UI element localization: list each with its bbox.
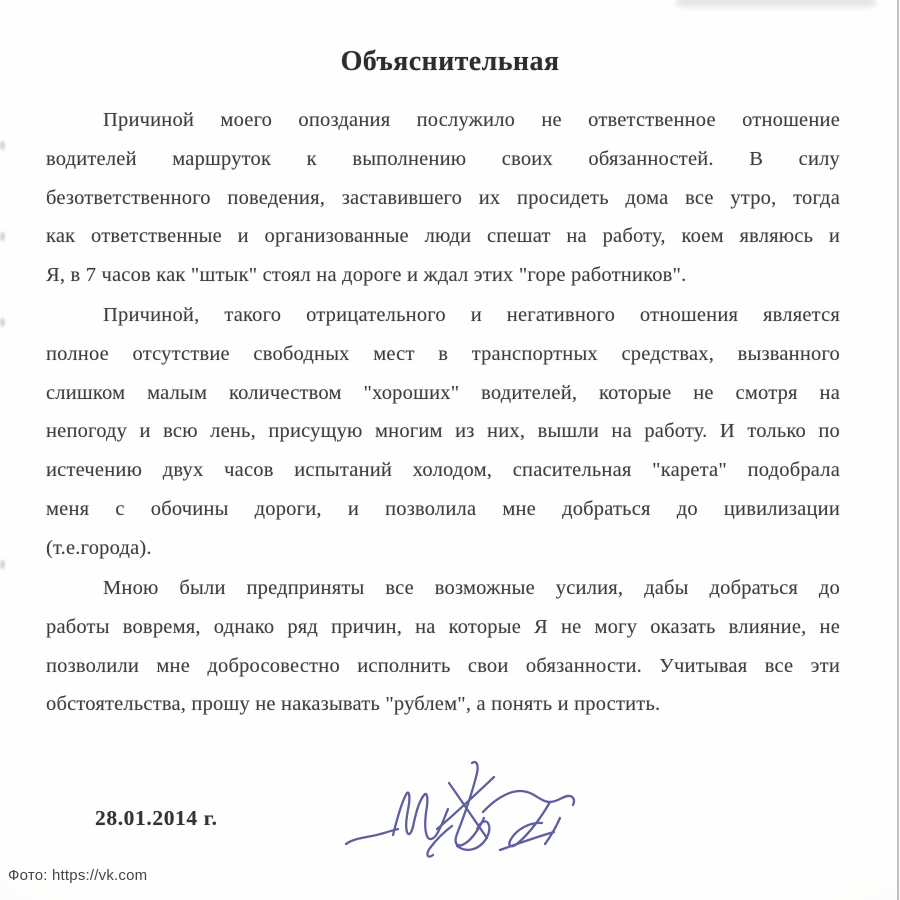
document-title: Объяснительная (340, 46, 560, 77)
text-line: непогоду и всю лень, присущую многим из них, вышли на работу. И только по (46, 420, 840, 443)
text-line: Я, в 7 часов как "штык" стоял на дороге и ждал этих "горе работников". (46, 264, 687, 287)
text-line: безответственного поведения, заставившего их просидеть дома все утро, тогда (46, 186, 840, 209)
scan-speck (0, 232, 5, 241)
text-line: позволили мне добросовестно исполнить свои обязанности. Учитывая все эти (46, 654, 840, 677)
text-line: Мною были предприняты все возможные усилия, дабы добраться до (103, 577, 840, 599)
paragraph-3 (46, 569, 840, 724)
handwritten-signature-icon (340, 752, 596, 878)
date-label: 28.01.2014 г. (95, 806, 218, 830)
text-line: водителей маршруток к выполнению своих обязанностей. В силу (46, 147, 840, 170)
paragraph-2 (46, 296, 840, 568)
text-line: (т.е.города). (46, 536, 152, 559)
text-line: обстоятельства, прошу не наказывать "рублем", а понять и простить. (46, 693, 661, 716)
text-line: слишком малым количеством "хороших" водителей, которые не смотря на (46, 381, 840, 404)
paragraph-1 (46, 101, 840, 295)
scan-speck (0, 560, 5, 569)
scan-artifact-smudge (676, 0, 876, 7)
text-line: работы вовремя, однако ряд причин, на которые Я не могу оказать влияние, не (46, 615, 840, 638)
text-line: как ответственные и организованные люди спешат на работу, коем являюсь и (46, 225, 840, 248)
text-line: полное отсутствие свободных мест в транспортных средствах, вызванного (46, 342, 840, 365)
photo-credit: Фото: https://vk.com (8, 867, 148, 884)
scan-edge-line (897, 0, 899, 900)
scan-speck (0, 141, 5, 150)
text-line: Причиной моего опоздания послужило не ответственное отношение (103, 109, 840, 131)
text-line: меня с обочины дороги, и позволила мне добраться до цивилизации (46, 497, 840, 520)
scan-speck (0, 318, 5, 327)
text-line: Причиной, такого отрицательного и негативного отношения является (103, 304, 840, 326)
text-line: истечению двух часов испытаний холодом, спасительная "карета" подобрала (46, 459, 840, 482)
